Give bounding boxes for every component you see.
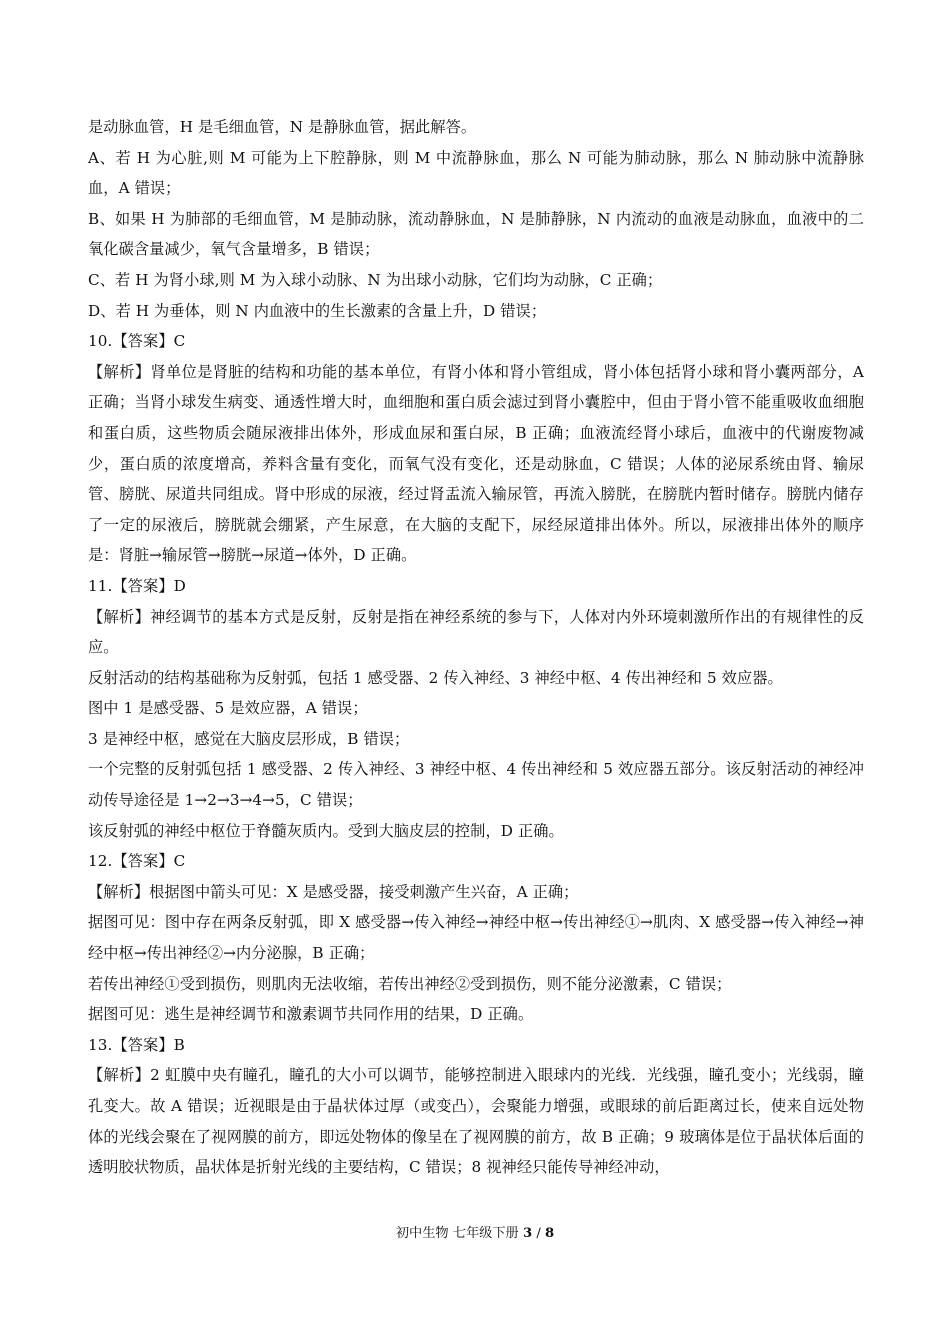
analysis-13: 【解析】2 虹膜中央有瞳孔，瞳孔的大小可以调节，能够控制进入眼球内的光线．光线强，瞳孔变小；光线弱，瞳孔变大。故 A 错误；近视眼是由于晶状体过厚（或变凸），会聚能力增强，或眼球的前后距离过长，使来自远处物体的光线会聚在了视网膜的前方，即远处物体的像呈在了视网膜的前方，故 B 正确；9 玻璃体是位于晶状体后面的透明胶状物质，晶状体是折射光线的主要结构，C 错误；8 视神经只能传导神经冲动， xyxy=(88,1066,864,1177)
paragraph: 图中 1 是感受器、5 是效应器，A 错误； xyxy=(88,699,368,718)
footer-subject: 初中生物 七年级下册 xyxy=(395,1226,519,1241)
paragraph: B、如果 H 为肺部的毛细血管，M 是肺动脉，流动静脉血，N 是肺静脉，N 内流动的血液是动脉血，血液中的二氧化碳含量减少，氧气含量增多，B 错误； xyxy=(88,209,864,259)
paragraph: C、若 H 为肾小球,则 M 为入球小动脉、N 为出球小动脉，它们均为动脉，C 正确； xyxy=(88,270,663,289)
analysis-12: 【解析】根据图中箭头可见：X 是感受器，接受刺激产生兴奋，A 正确； xyxy=(88,882,579,901)
footer-page-current: 3 xyxy=(522,1226,533,1241)
analysis-10: 【解析】肾单位是肾脏的结构和功能的基本单位，有肾小体和肾小管组成，肾小体包括肾小球和肾小囊两部分，A 正确；当肾小球发生病变、通透性增大时，血细胞和蛋白质会滤过到肾小囊腔中，但由于肾小管不能重吸收血细胞和蛋白质，这些物质会随尿液排出体外，形成血尿和蛋白尿，B 正确；血液流经肾小球后，血液中的代谢废物减少，蛋白质的浓度增高，养料含量有变化，而氧气没有变化，还是动脉血，C 错误；人体的泌尿系统由肾、输尿管、膀胱、尿道共同组成。肾中形成的尿液，经过肾盂流入输尿管，再流入膀胱，在膀胱内暂时储存。膀胱内储存了一定的尿液后，膀胱就会绷紧，产生尿意，在大脑的支配下，尿经尿道排出体外。所以，尿液排出体外的顺序是：肾脏→输尿管→膀胱→尿道→体外，D 正确。 xyxy=(88,362,864,565)
paragraph: 反射活动的结构基础称为反射弧，包括 1 感受器、2 传入神经、3 神经中枢、4 传出神经和 5 效应器。 xyxy=(88,668,783,687)
paragraph: 是动脉血管，H 是毛细血管，N 是静脉血管，据此解答。 xyxy=(88,118,477,136)
paragraph: 该反射弧的神经中枢位于脊髓灰质内。受到大脑皮层的控制，D 正确。 xyxy=(88,821,564,840)
answer-heading-13: 13.【答案】B xyxy=(88,1035,185,1054)
page-body xyxy=(88,112,864,1183)
answer-heading-11: 11.【答案】D xyxy=(88,576,186,595)
paragraph: 据图可见：逃生是神经调节和激素调节共同作用的结果，D 正确。 xyxy=(88,1005,534,1024)
paragraph: 一个完整的反射弧包括 1 感受器、2 传入神经、3 神经中枢、4 传出神经和 5 效应器五部分。该反射活动的神经冲动传导途径是 1→2→3→4→5，C 错误； xyxy=(88,760,864,810)
page-footer xyxy=(0,1225,950,1243)
footer-page-separator: / xyxy=(532,1226,545,1241)
paragraph: A、若 H 为心脏,则 M 可能为上下腔静脉，则 M 中流静脉血，那么 N 可能为肺动脉，那么 N 肺动脉中流静脉血，A 错误； xyxy=(88,148,864,198)
paragraph: 若传出神经①受到损伤，则肌肉无法收缩，若传出神经②受到损伤，则不能分泌激素，C 错误； xyxy=(88,974,732,993)
answer-heading-10: 10.【答案】C xyxy=(88,332,186,351)
paragraph: 3 是神经中枢，感觉在大脑皮层形成，B 错误； xyxy=(88,729,410,748)
paragraph: 据图可见：图中存在两条反射弧，即 X 感受器→传入神经→神经中枢→传出神经①→肌肉、X 感受器→传入神经→神经中枢→传出神经②→内分泌腺，B 正确； xyxy=(88,913,864,963)
paragraph: D、若 H 为垂体，则 N 内血液中的生长激素的含量上升，D 错误； xyxy=(88,301,547,320)
footer-page-total: 8 xyxy=(544,1226,555,1241)
answer-heading-12: 12.【答案】C xyxy=(88,852,186,871)
analysis-11: 【解析】神经调节的基本方式是反射，反射是指在神经系统的参与下，人体对内外环境刺激所作出的有规律性的反应。 xyxy=(88,607,864,657)
